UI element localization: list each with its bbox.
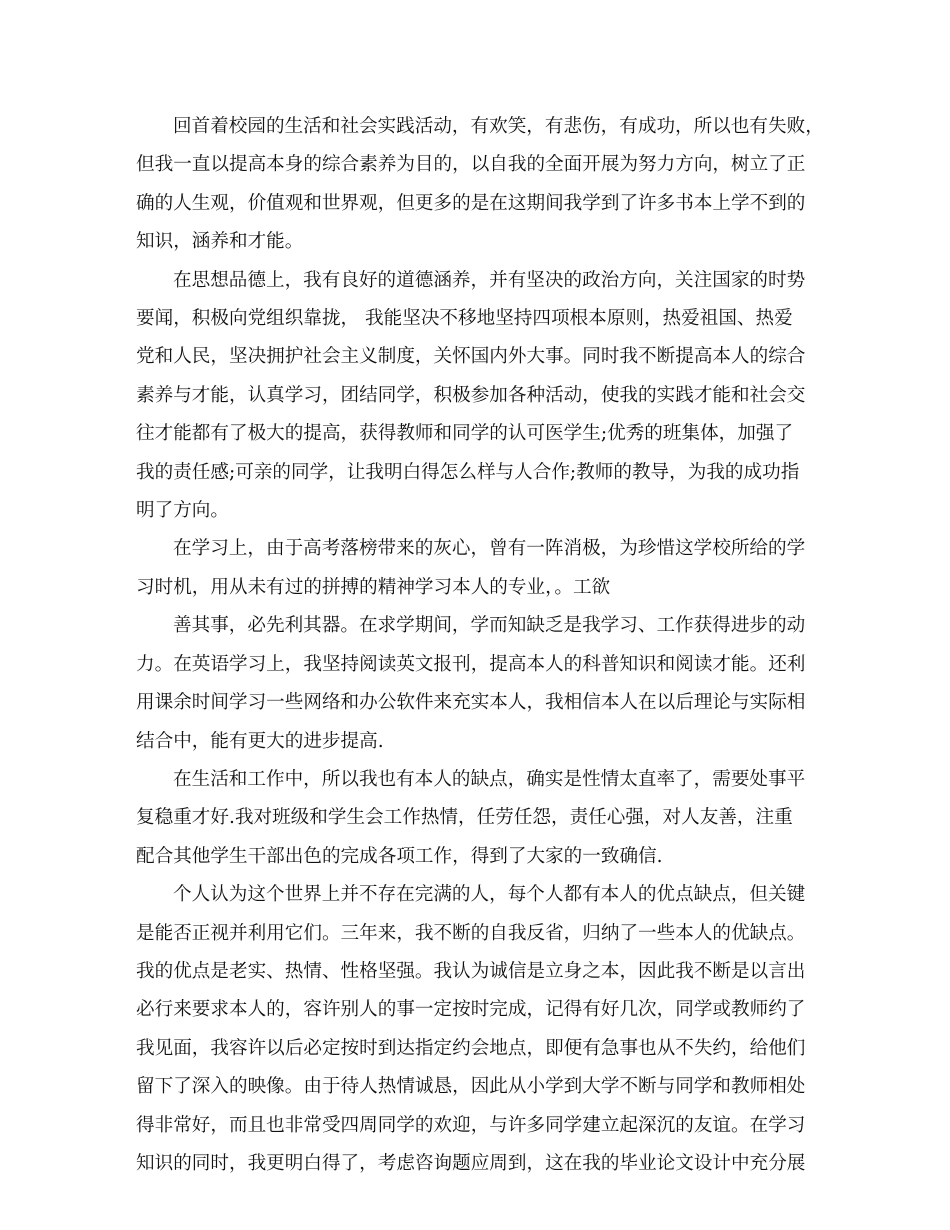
text-line: 在思想品德上，我有良好的道德涵养，并有坚决的政治方向，关注国家的时势 <box>173 269 806 291</box>
paragraph-5 <box>136 761 826 876</box>
text-line: 我的优点是老实、热情、性格坚强。我认为诚信是立身之本，因此我不断是以言出 <box>136 960 806 982</box>
text-line: 明了方向。 <box>136 500 229 522</box>
text-line: 素养与才能，认真学习，团结同学，积极参加各种活动，使我的实践才能和社会交 <box>136 384 806 406</box>
text-line: 复稳重才好.我对班级和学生会工作热情，任劳任怨，责任心强，对人友善，注重 <box>136 807 793 829</box>
text-line: 配合其他学生干部出色的完成各项工作，得到了大家的一致确信. <box>136 845 663 867</box>
text-line: 但我一直以提高本身的综合素养为目的，以自我的全面开展为努力方向，树立了正 <box>136 154 806 176</box>
text-line: 习时机，用从未有过的拼搏的精神学习本人的专业，。工欲 <box>136 576 611 598</box>
text-line: 是能否正视并利用它们。三年来，我不断的自我反省，归纳了一些本人的优缺点。 <box>136 922 806 944</box>
paragraph-3 <box>136 530 826 607</box>
paragraph-1 <box>136 108 826 262</box>
text-line: 必行来要求本人的，容许别人的事一定按时完成，记得有好几次，同学或教师约了 <box>136 999 806 1021</box>
text-line: 得非常好，而且也非常受四周同学的欢迎，与许多同学建立起深沉的友谊。在学习 <box>136 1114 806 1136</box>
text-line: 要闻，积极向党组织靠拢， 我能坚决不移地坚持四项根本原则，热爱祖国、热爱 <box>136 308 793 330</box>
text-line: 知识的同时，我更明白得了，考虑咨询题应周到，这在我的毕业论文设计中充分展 <box>136 1152 806 1174</box>
text-line: 结合中，能有更大的进步提高. <box>136 730 384 752</box>
text-line: 善其事，必先利其器。在求学期间，学而知缺乏是我学习、工作获得进步的动 <box>173 615 806 637</box>
text-line: 力。在英语学习上，我坚持阅读英文报刊，提高本人的科普知识和阅读才能。还利 <box>136 653 806 675</box>
text-line: 确的人生观，价值观和世界观，但更多的是在这期间我学到了许多书本上学不到的 <box>136 192 806 214</box>
text-line: 在生活和工作中，所以我也有本人的缺点，确实是性情太直率了，需要处事平 <box>173 768 806 790</box>
paragraph-2 <box>136 262 826 531</box>
text-line: 我见面，我容许以后必定按时到达指定约会地点，即便有急事也从不失约，给他们 <box>136 1037 806 1059</box>
paragraph-6 <box>136 876 826 1183</box>
text-line: 往才能都有了极大的提高，获得教师和同学的认可医学生;优秀的班集体，加强了 <box>136 423 794 445</box>
text-line: 知识，涵养和才能。 <box>136 231 304 253</box>
text-line: 个人认为这个世界上并不存在完满的人，每个人都有本人的优点缺点，但关键 <box>173 884 806 906</box>
text-line: 党和人民，坚决拥护社会主义制度，关怀国内外大事。同时我不断提高本人的综合 <box>136 346 806 368</box>
text-line: 我的责任感;可亲的同学，让我明白得怎么样与人合作;教师的教导，为我的成功指 <box>136 461 800 483</box>
text-line: 用课余时间学习一些网络和办公软件来充实本人，我相信本人在以后理论与实际相 <box>136 692 806 714</box>
text-line: 留下了深入的映像。由于待人热情诚恳，因此从小学到大学不断与同学和教师相处 <box>136 1076 806 1098</box>
document-body <box>136 108 826 1183</box>
paragraph-4 <box>136 607 826 761</box>
text-line: 回首着校园的生活和社会实践活动，有欢笑，有悲伤，有成功，所以也有失败， <box>173 116 824 137</box>
text-line: 在学习上，由于高考落榜带来的灰心，曾有一阵消极，为珍惜这学校所给的学 <box>173 538 806 560</box>
